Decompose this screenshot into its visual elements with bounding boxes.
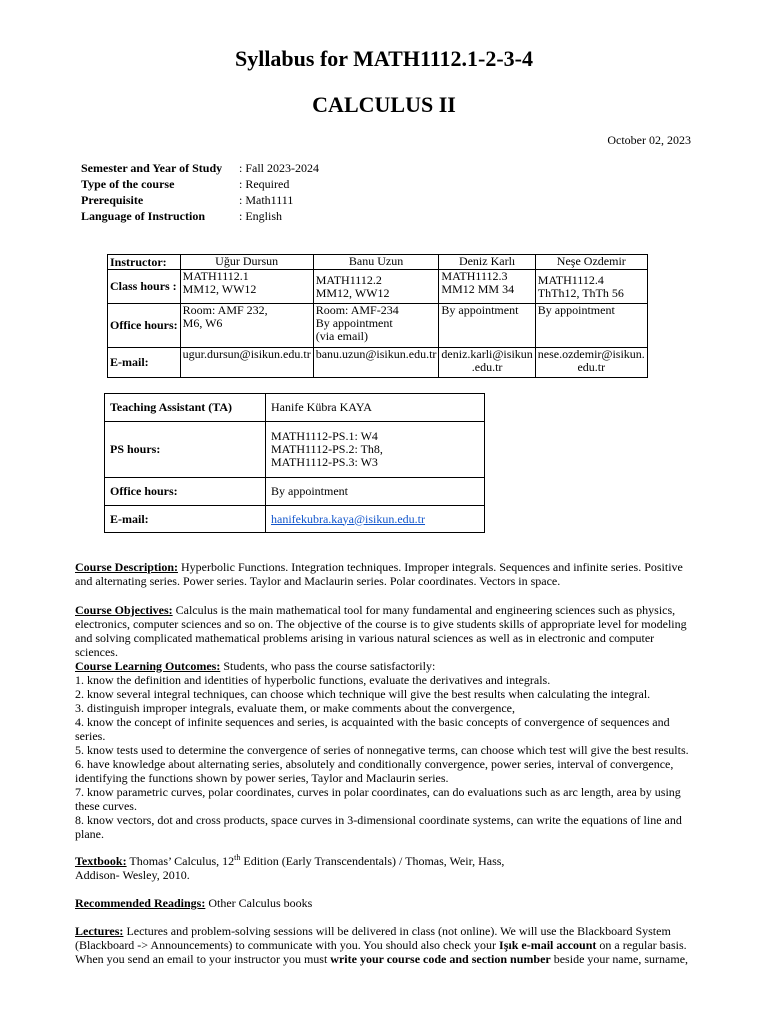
email-text: edu.tr (577, 360, 606, 374)
section-text: Edition (Early Transcendentals) / Thomas, Weir, Hass, (240, 854, 505, 868)
ps-hours-label: PS hours: (105, 422, 266, 478)
cell-line: MATH1112.1 (182, 269, 249, 283)
cell-line: ThTh12, ThTh 56 (537, 286, 624, 300)
ta-office: By appointment (266, 478, 485, 506)
email-text: ugur.dursun@isikun.edu.tr (182, 347, 311, 361)
ta-email-cell (266, 506, 485, 533)
recommended-readings (75, 896, 695, 910)
bold-text: write your course code and section number (330, 952, 551, 966)
office-hours-cell (313, 304, 439, 348)
cell-line: M6, W6 (182, 316, 223, 330)
instructor-name: Uğur Dursun (180, 255, 313, 270)
section-text: Lectures and problem-solving sessions will be delivered in class (not online). We will use the Blackboard System (Blackboard -> Announcements) to communicate with you. You should also check your (75, 924, 671, 952)
section-label: Course Objectives: (75, 603, 173, 617)
cell-line: MATH1112-PS.3: W3 (271, 455, 378, 469)
cell-line: MATH1112.4 (537, 273, 604, 287)
ta-office-label: Office hours: (105, 478, 266, 506)
table-row (105, 506, 485, 533)
course-description (75, 560, 695, 588)
section-text: Students, who pass the course satisfactorily: (220, 659, 436, 673)
superscript: th (234, 853, 241, 862)
office-hours-cell (439, 304, 535, 348)
office-hours-cell (535, 304, 647, 348)
email-text: nese.ozdemir@isikun. (537, 347, 645, 361)
list-item: 6. have knowledge about alternating series, absolutely and conditionally convergence, power series, interval of convergence, identifying the functions shown by power series, Taylor and Maclaurin series. (75, 757, 674, 785)
cell-line: (via email) (315, 329, 369, 343)
list-item: 3. distinguish improper integrals, evaluate them, or make comments about the convergence, (75, 701, 515, 715)
class-hours-cell (313, 270, 439, 304)
class-hours-cell (439, 270, 535, 304)
table-row (108, 255, 648, 270)
email-label: E-mail: (108, 348, 181, 378)
email-cell (535, 348, 647, 378)
cell-line: By appointment (441, 303, 519, 317)
section-text: Hyperbolic Functions. Integration techniques. Improper integrals. Sequences and infinite series. Positive and alternating series. Power series. Taylor and Maclaurin series. Polar coordinates. Vectors in space. (75, 560, 683, 588)
cell-line: Room: AMF-234 (315, 303, 399, 317)
list-item: 8. know vectors, dot and cross products, space curves in 3-dimensional coordinate systems, can write the equations of line and plane. (75, 813, 682, 841)
section-label: Textbook: (75, 854, 127, 868)
cell-line: MATH1112.2 (315, 273, 382, 287)
cell-line: MM12 MM 34 (441, 282, 515, 296)
meta-key: Semester and Year of Study (81, 161, 223, 175)
email-text: deniz.karli@isikun (441, 347, 533, 361)
cell-line: MM12, WW12 (182, 282, 257, 296)
meta-value: : Math1111 (239, 193, 294, 207)
section-text: Thomas’ Calculus, 12 (126, 854, 235, 868)
ta-email-link[interactable]: hanifekubra.kaya@isikun.edu.tr (271, 511, 426, 526)
meta-value: : Required (239, 177, 290, 191)
section-text: Addison- Wesley, 2010. (75, 868, 190, 882)
cell-line: MATH1112-PS.2: Th8, (271, 442, 383, 456)
meta-value: : Fall 2023-2024 (239, 161, 319, 175)
email-text: .edu.tr (471, 360, 503, 374)
section-text: beside your name, surname, (550, 952, 689, 966)
document-date: October 02, 2023 (607, 133, 691, 147)
section-label: Recommended Readings: (75, 896, 206, 910)
cell-line: MATH1112-PS.1: W4 (271, 429, 378, 443)
email-cell (313, 348, 439, 378)
section-text: on a regular basis. When you send an email to your instructor you must (75, 938, 687, 966)
table-row (105, 394, 485, 422)
office-hours-cell (180, 304, 313, 348)
ps-hours-cell (266, 422, 485, 478)
learning-outcomes (75, 659, 695, 841)
cell-line: MM12, WW12 (315, 286, 390, 300)
section-text: Calculus is the main mathematical tool for many fundamental and engineering sciences such as physics, electronics, computer sciences and so on. The objective of the course is to give students skills of appropriate level for modeling and solving complicated mathematical problems arising in various natural sciences as well as in electronic and computer sciences. (75, 603, 687, 659)
email-cell (180, 348, 313, 378)
table-row (105, 422, 485, 478)
ta-table (104, 393, 485, 533)
cell-line: By appointment (537, 303, 615, 317)
instructor-header-label: Instructor: (108, 255, 181, 270)
section-label: Course Learning Outcomes: (75, 659, 221, 673)
lectures (75, 924, 695, 966)
instructor-table (107, 254, 648, 378)
ta-label: Teaching Assistant (TA) (105, 394, 266, 422)
email-cell (439, 348, 535, 378)
list-item: 7. know parametric curves, polar coordinates, curves in polar coordinates, can do evaluations such as arc length, area by using these curves. (75, 785, 681, 813)
course-objectives (75, 603, 695, 659)
list-item: 4. know the concept of infinite sequences and series, is acquainted with the basic concepts of convergence of sequences and series. (75, 715, 670, 743)
section-text: Other Calculus books (205, 896, 313, 910)
syllabus-title: Syllabus for MATH1112.1-2-3-4 (234, 46, 534, 71)
meta-key: Type of the course (81, 177, 175, 191)
section-label: Course Description: (75, 560, 178, 574)
ta-email-label: E-mail: (105, 506, 266, 533)
instructor-name: Deniz Karlı (439, 255, 535, 270)
cell-line: By appointment (315, 316, 393, 330)
ta-name: Hanife Kübra KAYA (266, 394, 485, 422)
textbook (75, 854, 695, 882)
instructor-name: Neşe Ozdemir (535, 255, 647, 270)
email-text: banu.uzun@isikun.edu.tr (315, 347, 437, 361)
office-hours-label: Office hours: (108, 304, 181, 348)
bold-text: Işık e-mail account (499, 938, 597, 952)
cell-line: Room: AMF 232, (182, 303, 268, 317)
section-label: Lectures: (75, 924, 124, 938)
table-row (108, 304, 648, 348)
list-item: 2. know several integral techniques, can choose which technique will give the best results when calculating the integral. (75, 687, 651, 701)
table-row (105, 478, 485, 506)
cell-line: MATH1112.3 (441, 269, 508, 283)
table-row (108, 348, 648, 378)
meta-key: Language of Instruction (81, 209, 206, 223)
instructor-name: Banu Uzun (313, 255, 439, 270)
list-item: 5. know tests used to determine the convergence of series of nonnegative terms, can choose which test will give the best results. (75, 743, 689, 757)
class-hours-cell (180, 270, 313, 304)
list-item: 1. know the definition and identities of hyperbolic functions, evaluate the derivatives and integrals. (75, 673, 551, 687)
meta-key: Prerequisite (81, 193, 144, 207)
class-hours-cell (535, 270, 647, 304)
meta-value: : English (239, 209, 283, 223)
class-hours-label: Class hours : (108, 270, 181, 304)
course-title: CALCULUS II (312, 92, 456, 117)
table-row (108, 270, 648, 304)
